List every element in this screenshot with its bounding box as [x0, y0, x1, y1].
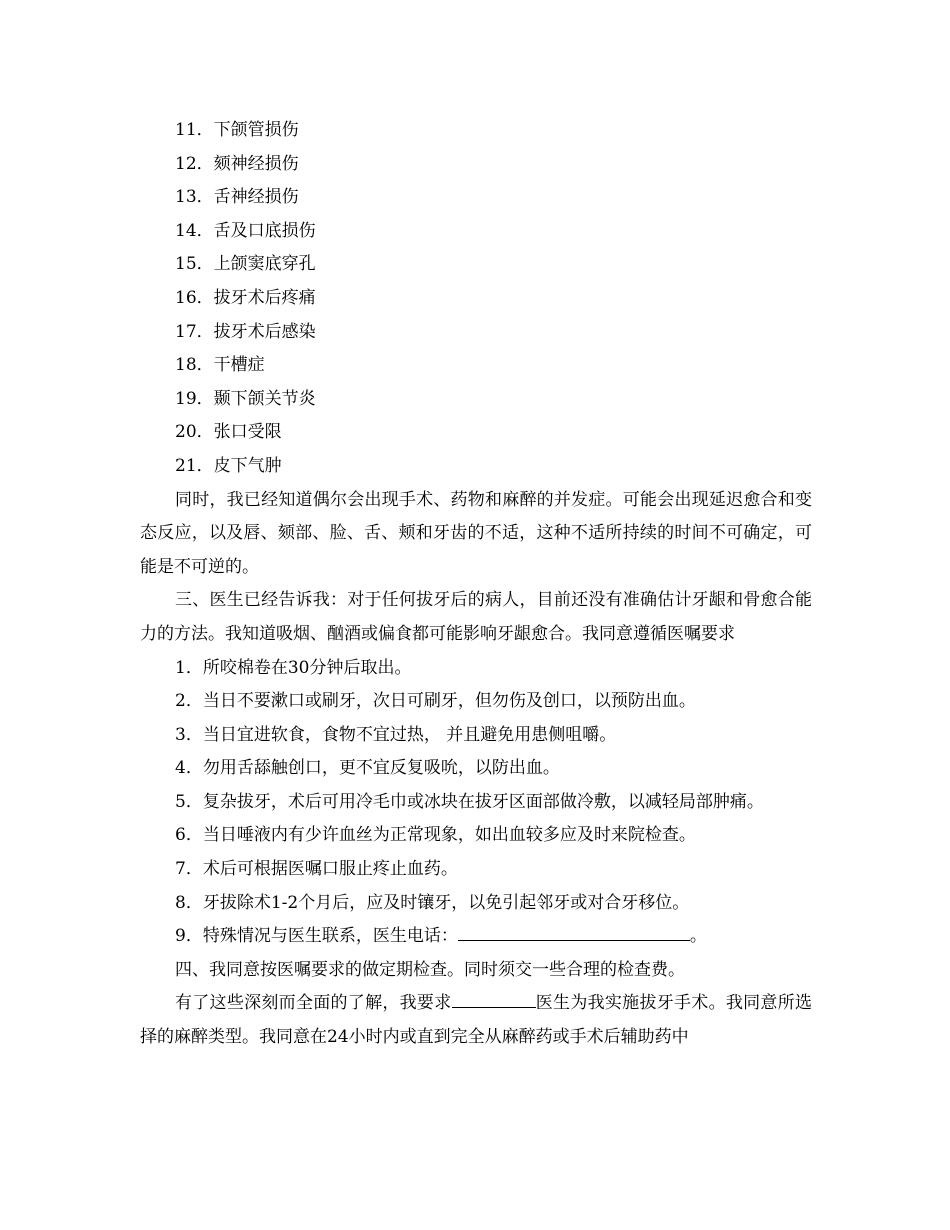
list-item: 13．舌神经损伤 — [175, 187, 299, 208]
list-item: 7．术后可根据医嘱口服止疼止血药。 — [175, 859, 458, 880]
complications-paragraph: 同时，我已经知道偶尔会出现手术、药物和麻醉的并发症。可能会出现延迟愈合和变态反应，以及唇、颏部、脸、舌、颊和牙齿的不适，这种不适所持续的时间不可确定，可能是不可逆的。 — [140, 489, 812, 577]
list-item — [140, 920, 812, 954]
list-item: 4．勿用舌舔触创口，更不宜反复吸吮，以防出血。 — [175, 758, 560, 779]
postop-instructions-list — [140, 652, 812, 954]
list-item: 14．舌及口底损伤 — [175, 220, 316, 241]
list-item: 17．拔牙术后感染 — [175, 321, 316, 342]
list-item: 15．上颌窦底穿孔 — [175, 254, 316, 275]
doctor-phone-blank[interactable] — [458, 922, 690, 941]
item-9-text: 9．特殊情况与医生联系，医生电话： — [175, 926, 458, 947]
list-item: 21．皮下气肿 — [175, 455, 282, 476]
list-item: 5．复杂拔牙，术后可用冷毛巾或冰块在拔牙区面部做冷敷，以减轻局部肿痛。 — [175, 791, 764, 812]
list-item: 8．牙拔除术1-2个月后，应及时镶牙，以免引起邻牙或对合牙移位。 — [175, 892, 690, 913]
doctor-name-blank[interactable] — [452, 989, 536, 1008]
list-item: 18．干槽症 — [175, 355, 265, 376]
list-item: 19．颞下颌关节炎 — [175, 388, 316, 409]
complication-list — [140, 114, 812, 484]
list-item: 6．当日唾液内有少许血丝为正常现象，如出血较多应及时来院检查。 — [175, 825, 696, 846]
list-item: 1．所咬棉卷在30分钟后取出。 — [175, 657, 412, 678]
list-item: 16．拔牙术后疼痛 — [175, 287, 316, 308]
list-item: 11．下颌管损伤 — [175, 120, 299, 140]
list-item: 2．当日不要漱口或刷牙，次日可刷牙，但勿伤及创口，以预防出血。 — [175, 691, 696, 712]
section-4-paragraph: 四、我同意按医嘱要求的做定期检查。同时须交一些合理的检查费。 — [175, 959, 685, 980]
list-item: 3．当日宜进软食，食物不宜过热， 并且避免用患侧咀嚼。 — [175, 724, 617, 745]
document-body — [140, 114, 812, 1055]
section-3-paragraph: 三、医生已经告诉我：对于任何拔牙后的病人，目前还没有准确估计牙龈和骨愈合能力的方法。我知道吸烟、酗酒或偏食都可能影响牙龈愈合。我同意遵循医嘱要求 — [140, 590, 812, 644]
consent-text-end: 医生为我实施拔牙手术。我同意所选择的麻醉类型。我同意在24小时内或直到完全从麻醉药或手术后辅助药中 — [140, 993, 812, 1048]
list-item: 12．颏神经损伤 — [175, 153, 299, 174]
consent-paragraph — [140, 987, 812, 1054]
list-item: 20．张口受限 — [175, 422, 282, 443]
consent-text-start: 有了这些深刻而全面的了解，我要求 — [175, 993, 452, 1014]
item-9-end: 。 — [689, 926, 707, 947]
